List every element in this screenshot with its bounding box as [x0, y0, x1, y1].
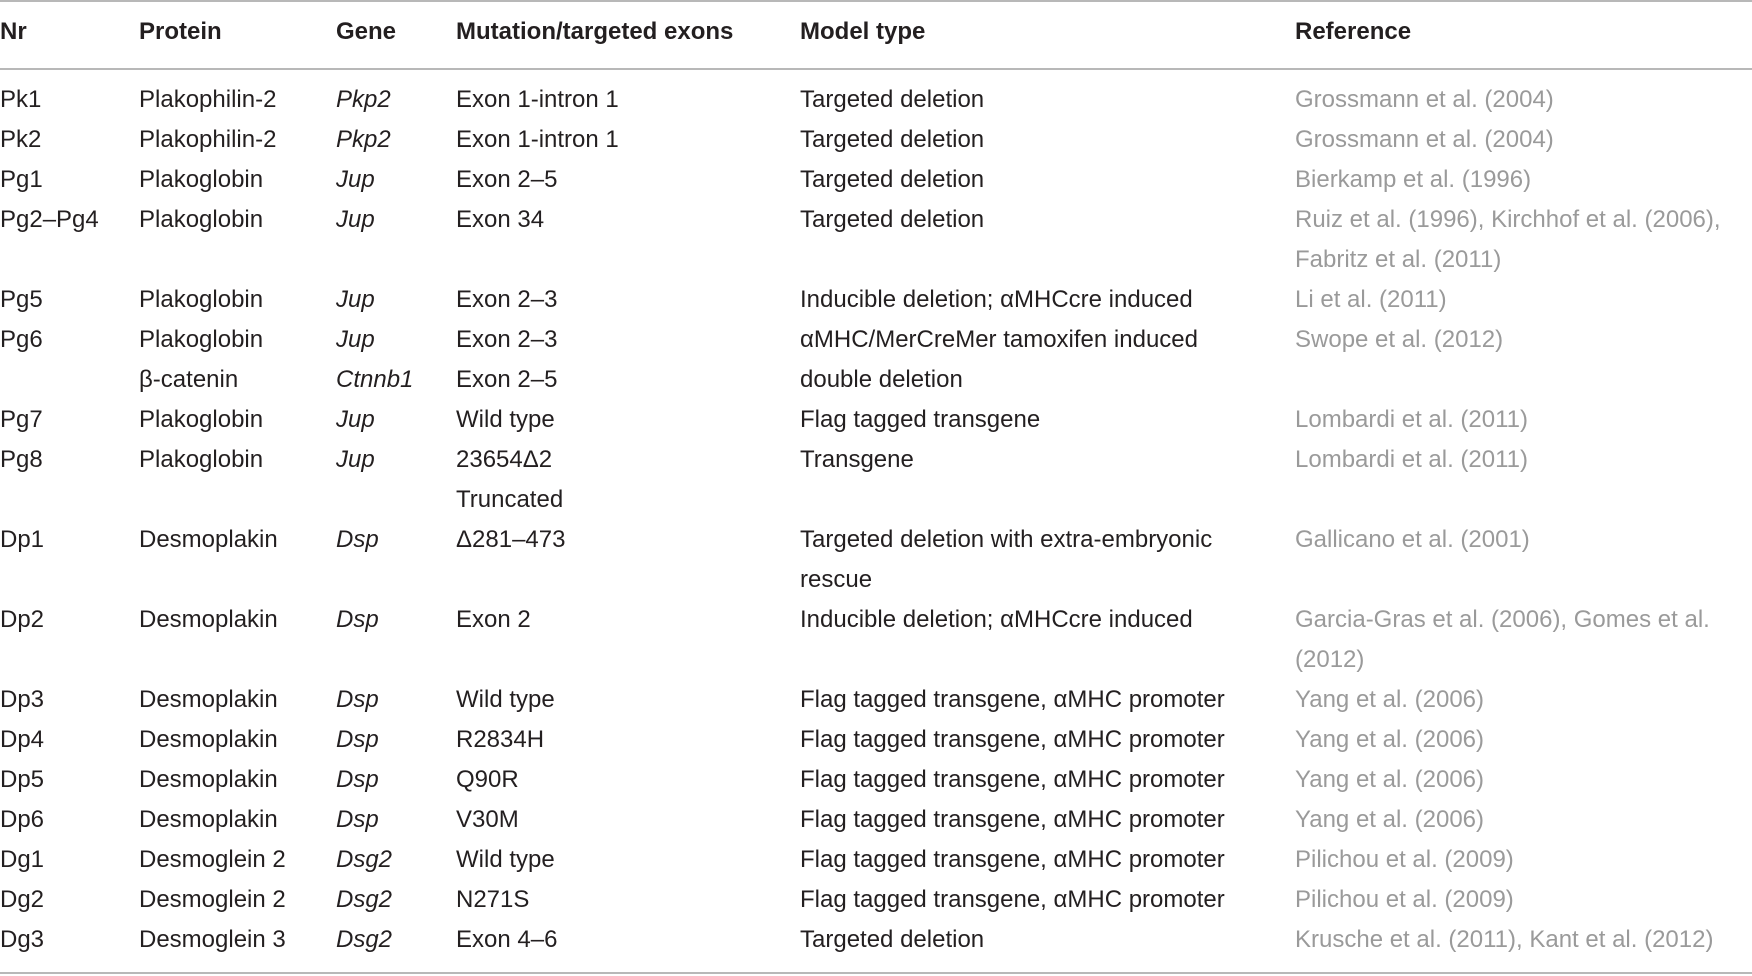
cell-model-type: [800, 120, 1280, 160]
header-nr: Nr: [0, 18, 27, 45]
cell-mutation-line: Truncated: [456, 486, 564, 513]
cell-protein: [139, 280, 263, 320]
table-header-rule: [0, 68, 1752, 70]
cell-gene-line: Jup: [336, 166, 375, 193]
cell-protein-line: Desmoplakin: [139, 526, 278, 553]
cell-nr: Dg2: [0, 886, 45, 913]
cell-protein-line: Plakoglobin: [139, 406, 264, 433]
table-row: [0, 440, 1752, 520]
table-row: [0, 720, 1752, 760]
cell-gene: [336, 520, 379, 560]
cell-reference-line: Yang et al. (2006): [1295, 806, 1485, 833]
table-row: [0, 680, 1752, 720]
cell-protein-line: Plakoglobin: [139, 166, 264, 193]
cell-gene: [336, 800, 379, 840]
cell-mutation-line: Exon 1-intron 1: [456, 126, 619, 153]
cell-mutation: [456, 760, 519, 800]
cell-model-type-line: Targeted deletion: [800, 86, 985, 113]
cell-reference: [1295, 800, 1752, 840]
cell-protein: [139, 400, 263, 440]
cell-model-type: [800, 720, 1280, 760]
cell-model-type-line: Flag tagged transgene, αMHC promoter: [800, 886, 1225, 913]
cell-gene-line: Jup: [336, 446, 375, 473]
cell-mutation-line: Exon 34: [456, 206, 545, 233]
cell-nr: Pg1: [0, 166, 43, 193]
cell-model-type-line: Targeted deletion: [800, 126, 985, 153]
cell-nr: Pk1: [0, 86, 42, 113]
cell-reference: [1295, 880, 1752, 920]
cell-protein-line: Plakophilin-2: [139, 86, 277, 113]
cell-mutation: [456, 280, 557, 320]
cell-reference: [1295, 320, 1752, 360]
cell-nr: Dp2: [0, 606, 45, 633]
cell-gene-line: Pkp2: [336, 86, 391, 113]
cell-reference: [1295, 400, 1752, 440]
cell-nr: Dp3: [0, 686, 45, 713]
cell-reference: [1295, 120, 1752, 160]
cell-protein-line: Plakoglobin: [139, 446, 264, 473]
cell-protein-line: Desmoglein 2: [139, 846, 286, 873]
cell-gene: [336, 280, 375, 320]
table-row: [0, 400, 1752, 440]
cell-protein: [139, 520, 278, 560]
cell-nr: Pk2: [0, 126, 42, 153]
cell-reference-line: Pilichou et al. (2009): [1295, 846, 1514, 873]
cell-mutation-line: N271S: [456, 886, 530, 913]
cell-gene: [336, 720, 379, 760]
cell-reference: [1295, 520, 1752, 560]
cell-mutation: [456, 840, 555, 880]
cell-protein-line: Plakoglobin: [139, 326, 264, 353]
cell-gene: [336, 160, 375, 200]
cell-nr: Pg8: [0, 446, 43, 473]
cell-mutation: [456, 720, 544, 760]
table-row: [0, 280, 1752, 320]
cell-protein-line: Desmoplakin: [139, 606, 278, 633]
cell-protein: [139, 800, 278, 840]
cell-model-type: [800, 80, 1280, 120]
cell-protein-line: Desmoplakin: [139, 766, 278, 793]
cell-model-type-line: Flag tagged transgene: [800, 406, 1041, 433]
cell-gene-line: Dsp: [336, 726, 379, 753]
table-row: [0, 800, 1752, 840]
cell-mutation: [456, 200, 544, 240]
cell-model-type: [800, 880, 1280, 920]
cell-gene-line: Pkp2: [336, 126, 391, 153]
cell-reference-line: Lombardi et al. (2011): [1295, 446, 1529, 473]
cell-mutation: [456, 920, 557, 960]
cell-reference: [1295, 680, 1752, 720]
cell-mutation-line: V30M: [456, 806, 519, 833]
table-row: [0, 600, 1752, 680]
cell-reference-line: Pilichou et al. (2009): [1295, 886, 1514, 913]
cell-protein: [139, 80, 276, 120]
cell-model-type: [800, 440, 1280, 480]
cell-reference-line: Yang et al. (2006): [1295, 766, 1485, 793]
cell-reference: [1295, 920, 1752, 960]
cell-mutation-line: R2834H: [456, 726, 545, 753]
table-row: [0, 840, 1752, 880]
table-row: [0, 160, 1752, 200]
cell-reference-line: Grossmann et al. (2004): [1295, 126, 1554, 153]
cell-gene: [336, 400, 375, 440]
table-row: [0, 920, 1752, 960]
cell-mutation: [456, 880, 529, 920]
cell-protein-line: Plakoglobin: [139, 286, 264, 313]
cell-protein: [139, 840, 286, 880]
cell-reference-line: Lombardi et al. (2011): [1295, 406, 1529, 433]
cell-mutation-line: Exon 2–3: [456, 326, 558, 353]
cell-nr: Dg1: [0, 846, 45, 873]
cell-model-type-line: Targeted deletion: [800, 926, 985, 953]
cell-reference: [1295, 600, 1752, 680]
cell-reference-line: Fabritz et al. (2011): [1295, 246, 1502, 273]
table-row: [0, 120, 1752, 160]
cell-protein: [139, 920, 286, 960]
cell-gene-line: Dsg2: [336, 926, 393, 953]
cell-reference-line: Bierkamp et al. (1996): [1295, 166, 1532, 193]
cell-protein-line: Desmoglein 2: [139, 886, 286, 913]
table-row: [0, 320, 1752, 400]
cell-protein-line: β-catenin: [139, 366, 239, 393]
cell-nr: Dp6: [0, 806, 45, 833]
cell-reference: [1295, 720, 1752, 760]
cell-protein-line: Plakoglobin: [139, 206, 264, 233]
cell-model-type: [800, 840, 1280, 880]
header-gene: Gene: [336, 18, 397, 45]
cell-mutation: [456, 320, 557, 400]
cell-mutation-line: Exon 1-intron 1: [456, 86, 619, 113]
cell-protein: [139, 600, 278, 640]
cell-model-type-line: Flag tagged transgene, αMHC promoter: [800, 686, 1225, 713]
table-top-rule: [0, 0, 1752, 2]
table-row: [0, 880, 1752, 920]
cell-gene-line: Dsg2: [336, 886, 393, 913]
cell-reference: [1295, 80, 1752, 120]
cell-model-type-line: αMHC/MerCreMer tamoxifen induced: [800, 326, 1198, 353]
cell-mutation-line: 23654Δ2: [456, 446, 553, 473]
cell-protein: [139, 720, 278, 760]
cell-nr: Dp1: [0, 526, 45, 553]
cell-gene: [336, 440, 375, 480]
cell-model-type-line: Flag tagged transgene, αMHC promoter: [800, 806, 1225, 833]
cell-model-type: [800, 760, 1280, 800]
cell-gene: [336, 760, 379, 800]
cell-protein: [139, 320, 263, 400]
cell-gene: [336, 680, 379, 720]
cell-mutation: [456, 400, 555, 440]
table-bottom-rule: [0, 972, 1752, 974]
cell-model-type-line: Targeted deletion: [800, 166, 985, 193]
cell-mutation-line: Δ281–473: [456, 526, 566, 553]
cell-protein: [139, 160, 263, 200]
cell-mutation: [456, 120, 619, 160]
cell-nr: Pg2–Pg4: [0, 206, 99, 233]
cell-model-type: [800, 280, 1280, 320]
cell-protein: [139, 880, 286, 920]
cell-mutation-line: Q90R: [456, 766, 519, 793]
cell-gene: [336, 320, 413, 400]
cell-reference: [1295, 840, 1752, 880]
cell-model-type-line: Targeted deletion: [800, 206, 985, 233]
cell-gene-line: Ctnnb1: [336, 366, 414, 393]
cell-model-type: [800, 320, 1280, 400]
table-row: [0, 80, 1752, 120]
cell-mutation: [456, 80, 619, 120]
cell-gene-line: Dsp: [336, 686, 379, 713]
cell-protein-line: Desmoplakin: [139, 726, 278, 753]
cell-reference: [1295, 200, 1752, 280]
cell-model-type-line: Inducible deletion; αMHCcre induced: [800, 286, 1193, 313]
cell-reference-line: Yang et al. (2006): [1295, 686, 1485, 713]
cell-mutation: [456, 160, 557, 200]
cell-protein: [139, 120, 276, 160]
cell-reference-line: Grossmann et al. (2004): [1295, 86, 1554, 113]
cell-mutation: [456, 520, 565, 560]
cell-reference: [1295, 760, 1752, 800]
cell-model-type: [800, 800, 1280, 840]
cell-model-type-line: Targeted deletion with extra-embryonic: [800, 526, 1213, 553]
cell-mutation-line: Wild type: [456, 686, 555, 713]
cell-protein: [139, 440, 263, 480]
cell-model-type: [800, 680, 1280, 720]
cell-reference: [1295, 440, 1752, 480]
cell-gene-line: Dsg2: [336, 846, 393, 873]
header-mutation: Mutation/targeted exons: [456, 18, 734, 45]
cell-model-type: [800, 400, 1280, 440]
cell-reference-line: Gallicano et al. (2001): [1295, 526, 1530, 553]
cell-protein-line: Desmoglein 3: [139, 926, 286, 953]
cell-mutation-line: Exon 4–6: [456, 926, 558, 953]
cell-mutation-line: Wild type: [456, 846, 555, 873]
cell-gene: [336, 80, 391, 120]
cell-gene: [336, 600, 379, 640]
cell-reference-line: Krusche et al. (2011), Kant et al. (2012): [1295, 926, 1714, 953]
cell-model-type-line: Flag tagged transgene, αMHC promoter: [800, 726, 1225, 753]
cell-mutation: [456, 800, 519, 840]
cell-protein: [139, 200, 263, 240]
cell-protein: [139, 680, 278, 720]
cell-nr: Dp4: [0, 726, 45, 753]
cell-gene-line: Jup: [336, 406, 375, 433]
cell-mutation: [456, 680, 555, 720]
cell-gene-line: Dsp: [336, 766, 379, 793]
cell-protein-line: Desmoplakin: [139, 806, 278, 833]
cell-protein: [139, 760, 278, 800]
cell-mutation-line: Wild type: [456, 406, 555, 433]
cell-model-type-line: Transgene: [800, 446, 914, 473]
cell-reference-line: Swope et al. (2012): [1295, 326, 1504, 353]
cell-reference-line: Ruiz et al. (1996), Kirchhof et al. (2006),: [1295, 206, 1721, 233]
cell-protein-line: Desmoplakin: [139, 686, 278, 713]
cell-gene: [336, 880, 392, 920]
cell-reference-line: (2012): [1295, 646, 1365, 673]
cell-reference-line: Yang et al. (2006): [1295, 726, 1485, 753]
table-row: [0, 200, 1752, 280]
cell-model-type: [800, 520, 1280, 600]
cell-reference-line: Garcia-Gras et al. (2006), Gomes et al.: [1295, 606, 1710, 633]
table-row: [0, 760, 1752, 800]
cell-gene: [336, 920, 392, 960]
cell-mutation-line: Exon 2–5: [456, 166, 558, 193]
cell-mutation: [456, 440, 563, 520]
cell-gene: [336, 200, 375, 240]
cell-mutation: [456, 600, 531, 640]
cell-reference: [1295, 160, 1752, 200]
cell-model-type-line: double deletion: [800, 366, 963, 393]
cell-model-type-line: Inducible deletion; αMHCcre induced: [800, 606, 1193, 633]
cell-gene-line: Dsp: [336, 806, 379, 833]
cell-gene: [336, 120, 391, 160]
cell-reference: [1295, 280, 1752, 320]
cell-nr: Pg7: [0, 406, 43, 433]
cell-mutation-line: Exon 2–5: [456, 366, 558, 393]
cell-model-type: [800, 920, 1280, 960]
table-row: [0, 520, 1752, 600]
cell-nr: Pg6: [0, 326, 43, 353]
cell-gene: [336, 840, 392, 880]
cell-gene-line: Dsp: [336, 526, 379, 553]
cell-model-type: [800, 600, 1280, 640]
cell-mutation-line: Exon 2–3: [456, 286, 558, 313]
cell-nr: Pg5: [0, 286, 43, 313]
cell-nr: Dg3: [0, 926, 45, 953]
cell-model-type-line: rescue: [800, 566, 873, 593]
cell-protein-line: Plakophilin-2: [139, 126, 277, 153]
cell-model-type: [800, 200, 1280, 240]
header-reference: Reference: [1295, 18, 1412, 45]
cell-model-type-line: Flag tagged transgene, αMHC promoter: [800, 846, 1225, 873]
cell-gene-line: Jup: [336, 206, 375, 233]
header-protein: Protein: [139, 18, 222, 45]
cell-model-type: [800, 160, 1280, 200]
header-model-type: Model type: [800, 18, 926, 45]
cell-mutation-line: Exon 2: [456, 606, 531, 633]
cell-reference-line: Li et al. (2011): [1295, 286, 1447, 313]
cell-gene-line: Dsp: [336, 606, 379, 633]
cell-gene-line: Jup: [336, 326, 375, 353]
cell-model-type-line: Flag tagged transgene, αMHC promoter: [800, 766, 1225, 793]
cell-gene-line: Jup: [336, 286, 375, 313]
cell-nr: Dp5: [0, 766, 45, 793]
